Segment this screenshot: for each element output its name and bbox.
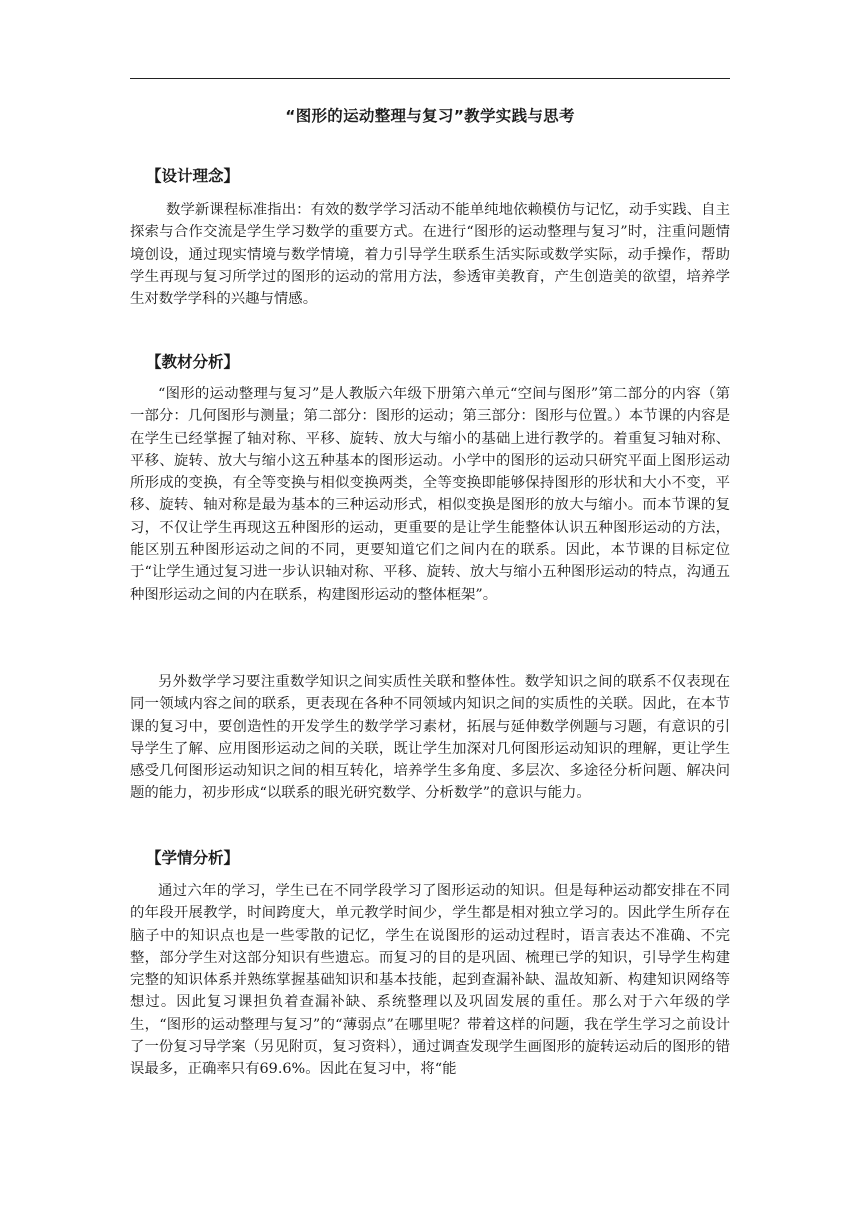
paragraph-design-concept: 数学新课程标准指出：有效的数学学习活动不能单纯地依赖模仿与记忆，动手实践、自主探索与合作交流是学生学习数学的重要方式。在进行“图形的运动整理与复习”时，注重问题情境创设，通过现实情境与数学情境，着力引导学生联系生活实际或数学实际，动手操作，帮助学生再现与复习所学过的图形的运动的常用方法，参透审美教育，产生创造美的欲望，培养学生对数学学科的兴趣与情感。 bbox=[130, 202, 730, 308]
paragraph-textbook-analysis-2: 另外数学学习要注重数学知识之间实质性关联和整体性。数学知识之间的联系不仅表现在同一领域内容之间的联系，更表现在各种不同领域内知识之间的实质性的关联。因此，在本节课的复习中，要创造性的开发学生的数学学习素材，拓展与延伸数学例题与习题，有意识的引导学生了解、应用图形运动之间的关联，既让学生加深对几何图形运动知识的理解，更让学生感受几何图形运动知识之间的相互转化，培养学生多角度、多层次、多途径分析问题、解决问题的能力，初步形成“以联系的眼光研究数学、分析数学”的意识与能力。 bbox=[130, 674, 730, 802]
section-heading-design-concept: 【设计理念】 bbox=[146, 167, 240, 185]
paragraph-textbook-analysis-1: “图形的运动整理与复习”是人教版六年级下册第六单元“空间与图形”第二部分的内容（第一部分：几何图形与测量；第二部分：图形的运动；第三部分：图形与位置。）本节课的内容是在学生已经掌握了轴对称、平移、旋转、放大与缩小的基础上进行教学的。着重复习轴对称、平移、旋转、放大与缩小这五种基本的图形运动。小学中的图形的运动只研究平面上图形运动所形成的变换，有全等变换与相似变换两类，全等变换即能够保持图形的形状和大小不变，平移、旋转、轴对称是最为基本的三种运动形式，相似变换是图形的放大与缩小。而本节课的复习，不仅让学生再现这五种图形的运动，更重要的是让学生能整体认识五种图形运动的方法，能区别五种图形运动之间的不同，更要知道它们之间内在的联系。因此，本节课的目标定位于“让学生通过复习进一步认识轴对称、平移、旋转、放大与缩小五种图形运动的特点，沟通五种图形运动之间的内在联系，构建图形运动的整体框架”。 bbox=[130, 386, 730, 603]
header-rule bbox=[130, 78, 730, 79]
paragraph-student-analysis: 通过六年的学习，学生已在不同学段学习了图形运动的知识。但是每种运动都安排在不同的年段开展教学，时间跨度大，单元教学时间少，学生都是相对独立学习的。因此学生所存在脑子中的知识点也是一些零散的记忆，学生在说图形的运动过程时，语言表达不准确、不完整，部分学生对这部分知识有些遗忘。而复习的目的是巩固、梳理已学的知识，引导学生构建完整的知识体系并熟练掌握基础知识和基本技能，起到查漏补缺、温故知新、构建知识网络等想过。因此复习课担负着查漏补缺、系统整理以及巩固发展的重任。那么对于六年级的学生，“图形的运动整理与复习”的“薄弱点”在哪里呢？带着这样的问题，我在学生学习之前设计了一份复习导学案（另见附页，复习资料），通过调查发现学生画图形的旋转运动后的图形的错误最多，正确率只有69.6%。因此在复习中，将“能 bbox=[130, 883, 730, 1078]
section-heading-textbook-analysis: 【教材分析】 bbox=[146, 353, 240, 371]
document-title: “图形的运动整理与复习”教学实践与思考 bbox=[285, 107, 575, 125]
section-heading-student-analysis: 【学情分析】 bbox=[146, 849, 240, 867]
